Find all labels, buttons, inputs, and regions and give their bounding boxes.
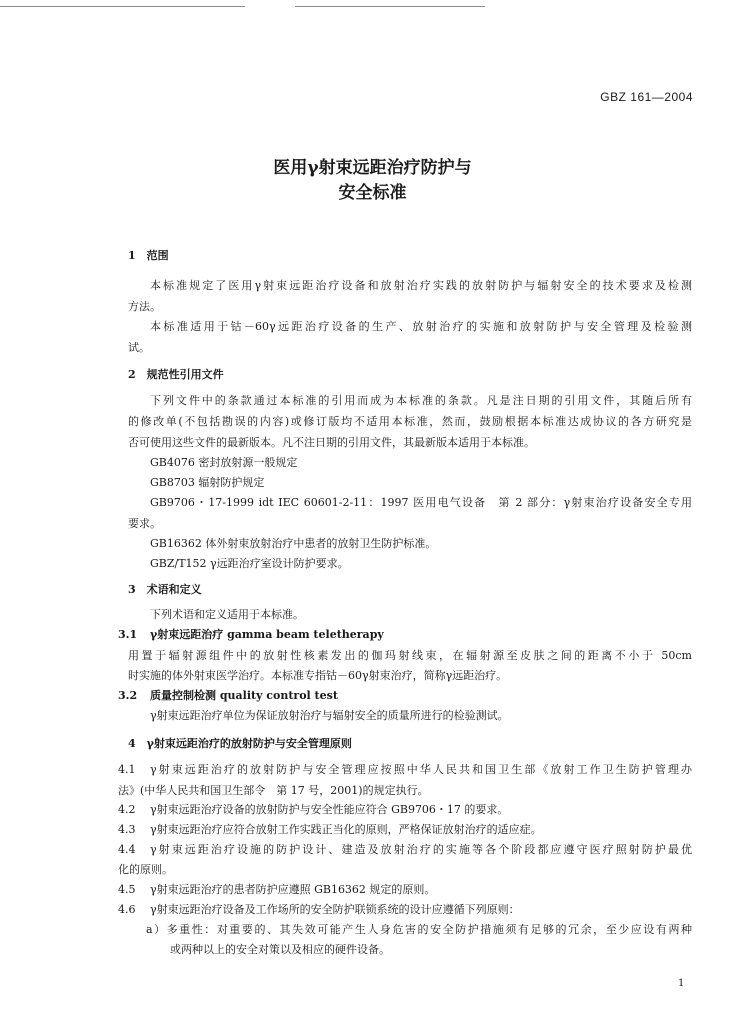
s1-para2-line2: 试。 xyxy=(128,341,150,354)
section-2-heading: 2 规范性引用文件 xyxy=(128,368,224,381)
s2-ref-gb8703: GB8703 辐射防护规定 xyxy=(150,476,265,489)
s2-para1-line3: 否可使用这些文件的最新版本。凡不注日期的引用文件，其最新版本适用于本标准。 xyxy=(128,436,535,449)
s1-para1-line1: 本标准规定了医用γ射束远距治疗设备和放射治疗实践的放射防护与辐射安全的技术要求及检测 xyxy=(150,279,692,292)
section-4-heading: 4 γ射束远距治疗的放射防护与安全管理原则 xyxy=(128,737,352,750)
s3-term-3-2-def: γ射束远距治疗单位为保证放射治疗与辐射安全的质量所进行的检验测试。 xyxy=(150,709,509,722)
s4-list-a-line1: a）多重性：对重要的、其失效可能产生人身危害的安全防护措施须有足够的冗余，至少应设有两种 xyxy=(146,923,692,936)
s1-para2-line1: 本标准适用于钴－60γ远距治疗设备的生产、放射治疗的实施和放射防护与安全管理及检验测 xyxy=(150,320,692,333)
s4-item-4-1-line2: 法》(中华人民共和国卫生部令 第 17 号，2001)的规定执行。 xyxy=(118,784,429,797)
s1-para1-line2: 方法。 xyxy=(128,300,161,313)
s2-ref-gb4076: GB4076 密封放射源一般规定 xyxy=(150,456,298,469)
s4-list-a-line2: 或两种以上的安全对策以及相应的硬件设备。 xyxy=(170,943,390,956)
s2-para1-line2: 的修改单(不包括勘误的内容)或修订版均不适用本标准，然而，鼓励根据本标准达成协议的各方研究是 xyxy=(128,415,692,428)
s3-intro: 下列术语和定义适用于本标准。 xyxy=(150,608,304,621)
s2-ref-gb9706-line2: 要求。 xyxy=(128,517,161,530)
s2-para1-line1: 下列文件中的条款通过本标准的引用而成为本标准的条款。凡是注日期的引用文件，其随后所有 xyxy=(150,394,692,407)
s2-ref-gb16362: GB16362 体外射束放射治疗中患者的放射卫生防护标准。 xyxy=(150,537,437,550)
s3-term-3-2-title: 质量控制检测 quality control test xyxy=(150,689,338,702)
doc-title-line1: 医用γ射束远距治疗防护与 xyxy=(273,158,472,178)
standard-code: GBZ 161—2004 xyxy=(600,90,693,104)
s4-item-4-5-number: 4.5 xyxy=(118,883,136,896)
s3-term-3-1-number: 3.1 xyxy=(118,628,138,641)
s3-term-3-2-number: 3.2 xyxy=(118,689,138,702)
s3-term-3-1-def-line2: 时实施的体外射束医学治疗。本标准专指钴－60γ射束治疗，简称γ远距治疗。 xyxy=(128,669,508,682)
s3-term-3-1-def-line1: 用置于辐射源组件中的放射性核素发出的伽玛射线束，在辐射源至皮肤之间的距离不小于 50cm xyxy=(128,649,692,662)
s2-ref-gb9706-line1: GB9706・17-1999 idt IEC 60601-2-11：1997 医用电气设备 第 2 部分：γ射束治疗设备安全专用 xyxy=(150,496,692,509)
s4-item-4-4-line2: 化的原则。 xyxy=(118,863,173,876)
s4-item-4-4-line1: γ射束远距治疗设施的防护设计、建造及放射治疗的实施等各个阶段都应遵守医疗照射防护最优 xyxy=(150,843,692,856)
s3-term-3-1-title: γ射束远距治疗 gamma beam teletherapy xyxy=(150,628,384,641)
s4-item-4-1-number: 4.1 xyxy=(118,763,136,776)
s4-item-4-6-number: 4.6 xyxy=(118,903,136,916)
page-number: 1 xyxy=(678,978,685,989)
scan-top-line-left xyxy=(0,6,245,7)
s4-item-4-1-line1: γ射束远距治疗的放射防护与安全管理应按照中华人民共和国卫生部《放射工作卫生防护管理办 xyxy=(150,763,692,776)
s4-item-4-6: γ射束远距治疗设备及工作场所的安全防护联锁系统的设计应遵循下列原则： xyxy=(150,903,520,916)
doc-title-line2: 安全标准 xyxy=(338,183,407,203)
s4-item-4-2-number: 4.2 xyxy=(118,803,136,816)
s4-item-4-4-number: 4.4 xyxy=(118,843,136,856)
section-3-heading: 3 术语和定义 xyxy=(128,583,202,596)
scan-top-line-right xyxy=(295,6,485,7)
s4-item-4-3-number: 4.3 xyxy=(118,823,136,836)
section-1-heading: 1 范围 xyxy=(128,249,169,262)
s2-ref-gbz-t152: GBZ/T152 γ远距治疗室设计防护要求。 xyxy=(150,557,349,570)
s4-item-4-3: γ射束远距治疗应符合放射工作实践正当化的原则，严格保证放射治疗的适应症。 xyxy=(150,823,542,836)
s4-item-4-5: γ射束远距治疗的患者防护应遵照 GB16362 规定的原则。 xyxy=(150,883,436,896)
s4-item-4-2: γ射束远距治疗设备的放射防护与安全性能应符合 GB9706・17 的要求。 xyxy=(150,803,509,816)
